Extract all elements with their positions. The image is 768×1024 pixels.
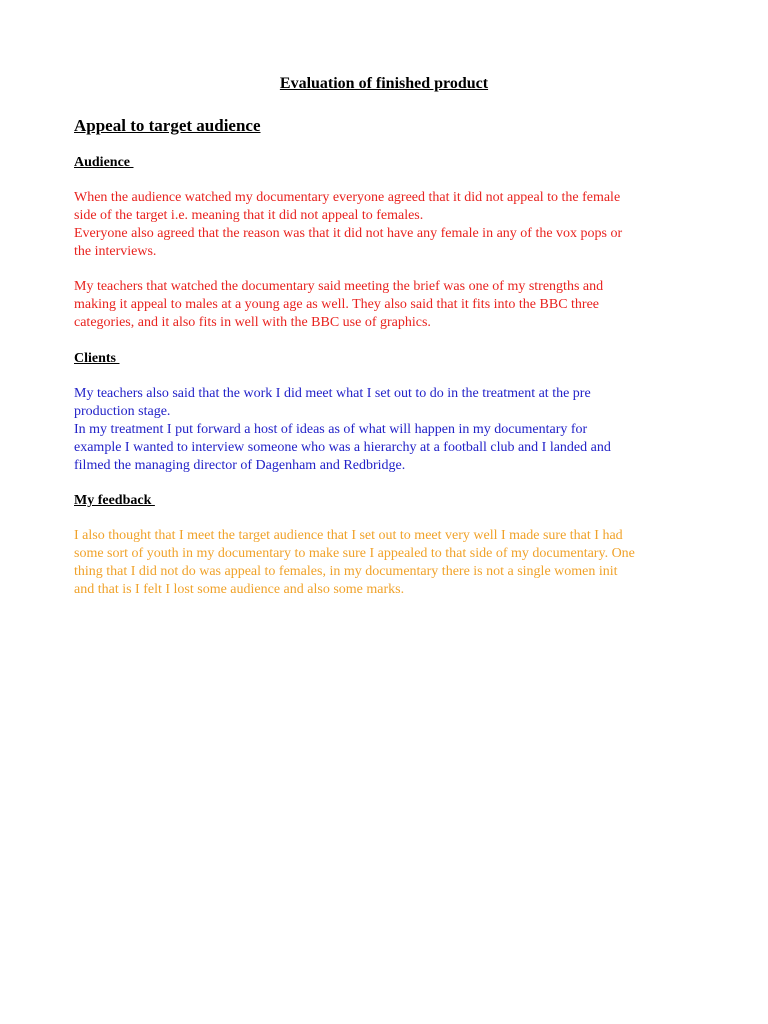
audience-p2-line: categories, and it also fits in well with the BBC use of graphics. bbox=[74, 315, 431, 330]
audience-p1-line: the interviews. bbox=[74, 244, 157, 259]
clients-paragraph bbox=[74, 385, 704, 475]
audience-p1-line: side of the target i.e. meaning that it did not appeal to females. bbox=[74, 208, 424, 223]
feedback-line: I also thought that I meet the target audience that I set out to meet very well I made sure that I had bbox=[74, 528, 623, 543]
clients-line: production stage. bbox=[74, 404, 171, 419]
clients-heading: Clients bbox=[74, 351, 120, 366]
audience-p1-line: When the audience watched my documentary everyone agreed that it did not appeal to the female bbox=[74, 190, 621, 205]
feedback-heading: My feedback bbox=[74, 493, 155, 508]
document-title: Evaluation of finished product bbox=[279, 75, 489, 92]
audience-heading: Audience bbox=[74, 155, 134, 170]
audience-paragraph-1 bbox=[74, 189, 704, 261]
audience-p2-line: making it appeal to males at a young age as well. They also said that it fits into the BBC three bbox=[74, 297, 600, 312]
clients-line: In my treatment I put forward a host of ideas as of what will happen in my documentary for bbox=[74, 422, 588, 437]
clients-line: example I wanted to interview someone who was a hierarchy at a football club and I landed and bbox=[74, 440, 611, 455]
feedback-line: and that is I felt I lost some audience and also some marks. bbox=[74, 582, 405, 597]
audience-p2-line: My teachers that watched the documentary said meeting the brief was one of my strengths and bbox=[74, 279, 604, 294]
feedback-line: some sort of youth in my documentary to make sure I appealed to that side of my documentary. One bbox=[74, 546, 635, 561]
feedback-paragraph bbox=[74, 527, 704, 599]
feedback-line: thing that I did not do was appeal to females, in my documentary there is not a single women init bbox=[74, 564, 618, 579]
section-heading-appeal: Appeal to target audience bbox=[74, 116, 261, 135]
audience-p1-line: Everyone also agreed that the reason was that it did not have any female in any of the vox pops or bbox=[74, 226, 623, 241]
clients-line: My teachers also said that the work I did meet what I set out to do in the treatment at the pre bbox=[74, 386, 591, 401]
audience-paragraph-2 bbox=[74, 278, 704, 332]
clients-line: filmed the managing director of Dagenham and Redbridge. bbox=[74, 458, 406, 473]
